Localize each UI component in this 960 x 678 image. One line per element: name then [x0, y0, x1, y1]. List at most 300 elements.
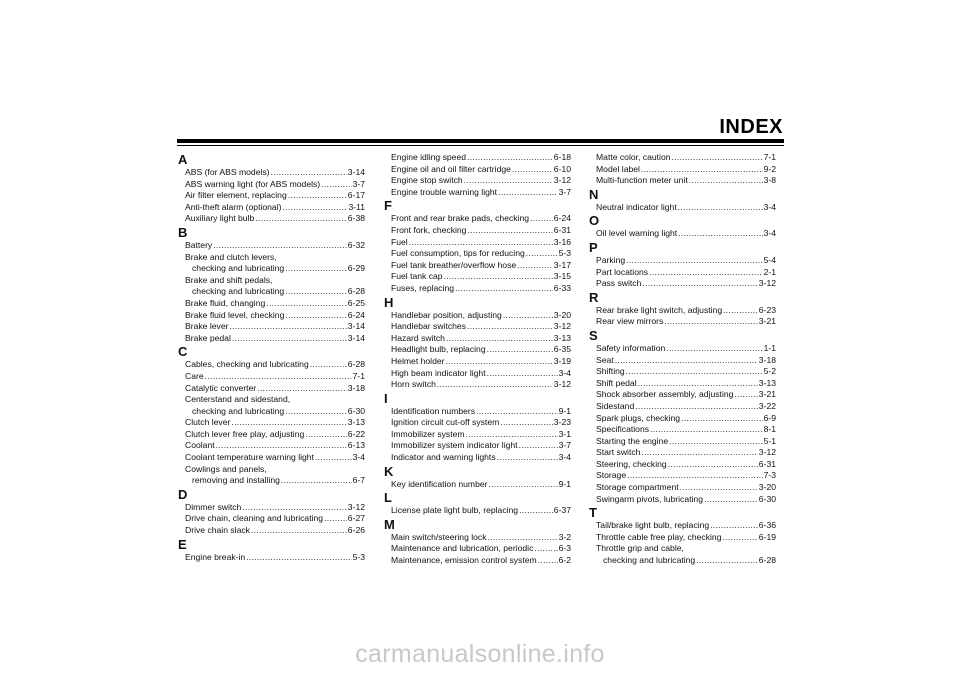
entry-text: Clutch lever free play, adjusting	[185, 428, 305, 439]
entry-page: 3-15	[553, 271, 571, 282]
dot-leader	[519, 505, 553, 517]
entry-text: Storage compartment	[596, 482, 679, 493]
entry-page: 3-17	[553, 259, 571, 270]
entry-text: Handlebar position, adjusting	[391, 309, 502, 320]
entry-text: Fuel consumption, tips for reducing	[391, 248, 525, 259]
dot-leader	[446, 356, 553, 368]
entry-text: Brake pedal	[185, 332, 231, 343]
index-entry	[383, 532, 571, 544]
entry-page: 3-14	[347, 332, 365, 343]
entry-text: Ignition circuit cut-off system	[391, 417, 500, 428]
index-entry	[383, 417, 571, 429]
index-entry	[177, 552, 365, 564]
entry-text: Handlebar switches	[391, 321, 466, 332]
index-entry	[383, 321, 571, 333]
entry-text: Drive chain, cleaning and lubricating	[185, 513, 324, 524]
entry-page: 9-1	[558, 478, 571, 489]
entry-text: High beam indicator light	[391, 367, 486, 378]
entry-page: 3-7	[558, 186, 571, 197]
index-entry	[177, 213, 365, 225]
index-entry	[383, 283, 571, 295]
index-entry	[177, 475, 365, 487]
index-entry	[383, 368, 571, 380]
entry-page: 6-18	[553, 152, 571, 162]
section-letter: R	[589, 289, 599, 305]
dot-leader	[538, 555, 558, 567]
index-entry	[588, 520, 776, 532]
dot-leader	[641, 447, 757, 459]
entry-text: Catalytic converter	[185, 382, 257, 393]
entry-text: Engine oil and oil filter cartridge	[391, 163, 511, 174]
entry-page: 3-22	[758, 400, 776, 411]
index-entry	[588, 355, 776, 367]
index-entry	[588, 436, 776, 448]
index-entry	[177, 275, 365, 287]
entry-text: Headlight bulb, replacing	[391, 344, 486, 355]
entry-text: Shock absorber assembly, adjusting	[596, 389, 734, 400]
entry-text: Storage	[596, 470, 627, 481]
index-column-1	[177, 152, 365, 563]
dot-leader	[734, 389, 757, 401]
dot-leader	[232, 333, 347, 345]
entry-text: Spark plugs, checking	[596, 412, 681, 423]
entry-page: 6-22	[347, 428, 365, 439]
entry-page: 5-1	[763, 435, 776, 446]
section-letter: K	[384, 463, 394, 479]
index-entry	[588, 366, 776, 378]
dot-leader	[649, 267, 763, 279]
dot-leader	[626, 255, 762, 267]
index-entry	[177, 502, 365, 514]
dot-leader	[722, 532, 757, 544]
entry-text: Centerstand and sidestand,	[185, 394, 291, 405]
dot-leader	[266, 298, 347, 310]
index-entry	[588, 267, 776, 279]
dot-leader	[517, 260, 553, 272]
entry-text: Identification numbers	[391, 405, 476, 416]
dot-leader	[497, 452, 558, 464]
dot-leader	[231, 417, 346, 429]
dot-leader	[464, 175, 553, 187]
index-entry	[177, 252, 365, 264]
index-entry	[177, 371, 365, 383]
dot-leader	[246, 552, 351, 564]
section-letter: I	[384, 390, 388, 406]
entry-page: 5-3	[352, 551, 365, 562]
entry-page: 3-12	[553, 379, 571, 390]
index-entry	[383, 505, 571, 517]
entry-text: Multi-function meter unit	[596, 175, 688, 186]
entry-text: Hazard switch	[391, 332, 445, 343]
index-entry	[383, 452, 571, 464]
dot-leader	[476, 406, 558, 418]
dot-leader	[282, 202, 347, 214]
entry-page: 2-1	[763, 266, 776, 277]
index-entry	[383, 310, 571, 322]
dot-leader	[285, 286, 347, 298]
dot-leader	[446, 333, 553, 345]
entry-page: 9-1	[558, 405, 571, 416]
entry-page: 6-38	[347, 213, 365, 224]
entry-text: ABS warning light (for ABS models)	[185, 178, 321, 189]
section-letter: C	[178, 344, 188, 360]
dot-leader	[672, 152, 763, 164]
index-entry	[177, 286, 365, 298]
dot-leader	[664, 316, 757, 328]
entry-page: 3-12	[347, 501, 365, 512]
entry-text: Brake and shift pedals,	[185, 274, 273, 285]
dot-leader	[315, 452, 352, 464]
entry-page: 3-1	[558, 428, 571, 439]
index-entry	[177, 417, 365, 429]
entry-page: 3-2	[558, 531, 571, 542]
dot-leader	[487, 344, 553, 356]
index-entry	[383, 271, 571, 283]
index-entry	[177, 406, 365, 418]
entry-page: 3-13	[758, 377, 776, 388]
entry-text: Dimmer switch	[185, 501, 242, 512]
index-entry	[588, 447, 776, 459]
dot-leader	[638, 378, 758, 390]
entry-text: checking and lubricating	[603, 555, 696, 566]
index-entry	[383, 543, 571, 555]
entry-text: Starting the engine	[596, 435, 669, 446]
entry-page: 9-2	[763, 163, 776, 174]
dot-leader	[455, 283, 553, 295]
dot-leader	[678, 202, 763, 214]
entry-text: Shifting	[596, 366, 625, 377]
entry-text: Throttle cable free play, checking	[596, 531, 722, 542]
entry-page: 6-26	[347, 525, 365, 536]
entry-page: 6-37	[553, 505, 571, 516]
header-rule-thick	[177, 139, 784, 143]
entry-text: Maintenance, emission control system	[391, 555, 537, 566]
entry-text: Immobilizer system	[391, 428, 465, 439]
index-entry	[383, 479, 571, 491]
entry-text: Fuel tank breather/overflow hose	[391, 259, 517, 270]
entry-text: Drive chain slack	[185, 525, 250, 536]
entry-text: Indicator and warning lights	[391, 452, 496, 463]
entry-page: 6-2	[558, 555, 571, 566]
index-entry	[588, 278, 776, 290]
index-entry	[177, 298, 365, 310]
index-entry	[383, 333, 571, 345]
index-entry	[383, 356, 571, 368]
index-entry	[383, 164, 571, 176]
section-letter: F	[384, 198, 392, 214]
entry-page: 3-4	[558, 452, 571, 463]
entry-text: Oil level warning light	[596, 228, 678, 239]
entry-page: 6-24	[347, 309, 365, 320]
entry-text: Fuses, replacing	[391, 282, 455, 293]
index-entry	[588, 305, 776, 317]
section-letter: E	[178, 536, 187, 552]
entry-text: Start switch	[596, 447, 641, 458]
entry-page: 6-27	[347, 513, 365, 524]
section-letter: N	[589, 186, 599, 202]
entry-page: 6-28	[347, 359, 365, 370]
entry-text: Maintenance and lubrication, periodic	[391, 543, 534, 554]
entry-page: 6-13	[347, 440, 365, 451]
entry-text: Neutral indicator light	[596, 201, 677, 212]
entry-page: 6-25	[347, 297, 365, 308]
entry-page: 7-1	[352, 370, 365, 381]
dot-leader	[696, 555, 758, 567]
entry-text: Air filter element, replacing	[185, 190, 287, 201]
dot-leader	[437, 379, 553, 391]
section-letter: O	[589, 213, 600, 229]
entry-page: 6-10	[553, 163, 571, 174]
section-letter: S	[589, 327, 598, 343]
entry-text: Main switch/steering lock	[391, 531, 487, 542]
entry-page: 3-4	[763, 228, 776, 239]
entry-text: Brake lever	[185, 321, 229, 332]
index-entry	[383, 248, 571, 260]
header-rule-thin	[177, 145, 784, 146]
index-entry	[177, 429, 365, 441]
dot-leader	[467, 225, 552, 237]
entry-text: Horn switch	[391, 379, 436, 390]
index-entry	[177, 513, 365, 525]
section-letter: T	[589, 505, 597, 521]
entry-text: Tail/brake light bulb, replacing	[596, 520, 710, 531]
entry-page: 8-1	[763, 424, 776, 435]
dot-leader	[229, 321, 346, 333]
section-letter: P	[589, 239, 598, 255]
entry-page: 3-13	[553, 332, 571, 343]
entry-page: 5-3	[558, 248, 571, 259]
dot-leader	[615, 355, 758, 367]
index-entry	[588, 316, 776, 328]
dot-leader	[498, 187, 558, 199]
dot-leader	[487, 368, 558, 380]
entry-text: Safety information	[596, 342, 666, 353]
index-entry	[383, 213, 571, 225]
dot-leader	[213, 240, 347, 252]
entry-text: Throttle grip and cable,	[596, 543, 684, 554]
dot-leader	[680, 482, 758, 494]
dot-leader	[271, 167, 347, 179]
entry-text: Engine idling speed	[391, 152, 467, 162]
index-entry	[383, 406, 571, 418]
entry-text: Immobilizer system indicator light	[391, 440, 518, 451]
entry-text: Pass switch	[596, 278, 642, 289]
entry-text: Model label	[596, 163, 640, 174]
watermark-text: carmanualsonline.info	[355, 640, 605, 668]
dot-leader	[444, 271, 553, 283]
section-letter: L	[384, 490, 392, 506]
entry-page: 6-35	[553, 344, 571, 355]
index-entry	[383, 260, 571, 272]
index-entry	[588, 555, 776, 567]
entry-text: Brake fluid, changing	[185, 297, 266, 308]
entry-text: Key identification number	[391, 478, 488, 489]
dot-leader	[324, 513, 347, 525]
dot-leader	[285, 263, 347, 275]
entry-text: Fuel tank cap	[391, 271, 443, 282]
dot-leader	[255, 213, 347, 225]
entry-text: Cables, checking and lubricating	[185, 359, 309, 370]
dot-leader	[678, 228, 762, 240]
entry-page: 6-33	[553, 282, 571, 293]
entry-page: 3-16	[553, 236, 571, 247]
index-entry	[177, 167, 365, 179]
dot-leader	[642, 278, 757, 290]
index-entry	[588, 389, 776, 401]
entry-text: Seat	[596, 354, 614, 365]
dot-leader	[310, 359, 347, 371]
entry-page: 6-30	[758, 493, 776, 504]
entry-page: 3-11	[348, 201, 365, 212]
index-entry	[588, 401, 776, 413]
index-entry	[383, 555, 571, 567]
dot-leader	[627, 470, 762, 482]
dot-leader	[626, 366, 763, 378]
section-letter: M	[384, 516, 395, 532]
index-entry	[588, 175, 776, 187]
entry-page: 6-29	[347, 263, 365, 274]
entry-text: checking and lubricating	[192, 286, 285, 297]
index-entry	[177, 321, 365, 333]
entry-page: 3-4	[558, 367, 571, 378]
index-entry	[177, 333, 365, 345]
index-column-3	[588, 152, 776, 567]
index-entry	[177, 202, 365, 214]
dot-leader	[467, 152, 553, 164]
entry-text: Coolant temperature warning light	[185, 452, 314, 463]
section-letter: B	[178, 224, 188, 240]
index-entry	[588, 343, 776, 355]
dot-leader	[216, 440, 347, 452]
entry-text: ABS (for ABS models)	[185, 167, 270, 177]
entry-page: 6-31	[553, 224, 571, 235]
entry-page: 3-4	[352, 452, 365, 463]
entry-text: Clutch lever	[185, 417, 231, 428]
entry-text: Steering, checking	[596, 458, 667, 469]
dot-leader	[285, 406, 347, 418]
section-letter: H	[384, 294, 394, 310]
entry-page: 7-1	[763, 152, 776, 162]
dot-leader	[488, 532, 558, 544]
dot-leader	[710, 520, 758, 532]
dot-leader	[285, 310, 346, 322]
index-entry	[177, 440, 365, 452]
entry-page: 3-12	[758, 278, 776, 289]
dot-leader	[288, 190, 347, 202]
entry-text: Swingarm pivots, lubricating	[596, 493, 703, 504]
index-entry	[383, 440, 571, 452]
entry-text: Coolant	[185, 440, 215, 451]
index-entry	[177, 383, 365, 395]
index-entry	[588, 494, 776, 506]
index-entry	[177, 310, 365, 322]
entry-text: Engine trouble warning light	[391, 186, 498, 197]
entry-page: 3-12	[553, 321, 571, 332]
index-entry	[177, 190, 365, 202]
index-entry	[383, 152, 571, 164]
dot-leader	[242, 502, 346, 514]
entry-page: 7-3	[763, 470, 776, 481]
entry-text: Matte color, caution	[596, 152, 671, 162]
index-entry	[588, 459, 776, 471]
index-entry	[383, 225, 571, 237]
dot-leader	[526, 248, 558, 260]
dot-leader	[467, 321, 553, 333]
entry-page: 6-7	[352, 475, 365, 486]
entry-page: 6-9	[763, 412, 776, 423]
entry-text: Part locations	[596, 266, 649, 277]
dot-leader	[530, 213, 553, 225]
dot-leader	[669, 436, 762, 448]
entry-page: 6-36	[758, 520, 776, 531]
entry-page: 3-21	[758, 389, 776, 400]
entry-page: 3-14	[347, 167, 365, 177]
dot-leader	[305, 429, 347, 441]
entry-text: checking and lubricating	[192, 263, 285, 274]
entry-page: 6-28	[758, 555, 776, 566]
entry-page: 3-8	[763, 175, 776, 186]
section-letter: D	[178, 486, 188, 502]
entry-page: 6-23	[758, 304, 776, 315]
entry-page: 3-7	[352, 178, 365, 189]
index-entry	[588, 255, 776, 267]
entry-text: Brake and clutch levers,	[185, 251, 277, 262]
index-entry	[588, 532, 776, 544]
entry-page: 6-24	[553, 213, 571, 224]
index-entry	[588, 470, 776, 482]
entry-page: 6-31	[758, 458, 776, 469]
entry-text: Rear brake light switch, adjusting	[596, 304, 723, 315]
dot-leader	[668, 459, 758, 471]
dot-leader	[205, 371, 352, 383]
index-entry	[177, 452, 365, 464]
index-column-2	[383, 152, 571, 567]
dot-leader	[409, 237, 553, 249]
entry-text: Front fork, checking	[391, 224, 467, 235]
entry-page: 3-20	[553, 309, 571, 320]
entry-text: License plate light bulb, replacing	[391, 505, 519, 516]
index-entry	[177, 263, 365, 275]
entry-page: 6-32	[347, 239, 365, 250]
entry-text: Sidestand	[596, 400, 635, 411]
entry-text: Specifications	[596, 424, 650, 435]
index-entry	[177, 525, 365, 537]
index-entry	[588, 424, 776, 436]
entry-page: 6-19	[758, 531, 776, 542]
entry-text: Fuel	[391, 236, 408, 247]
entry-page: 6-17	[347, 190, 365, 201]
entry-text: Battery	[185, 239, 213, 250]
entry-page: 6-28	[347, 286, 365, 297]
dot-leader	[321, 179, 351, 191]
dot-leader	[489, 479, 558, 491]
dot-leader	[666, 343, 762, 355]
entry-page: 3-19	[553, 355, 571, 366]
index-entry	[383, 429, 571, 441]
dot-leader	[650, 424, 763, 436]
entry-page: 3-4	[763, 201, 776, 212]
dot-leader	[534, 543, 557, 555]
index-entry	[383, 237, 571, 249]
index-entry	[177, 394, 365, 406]
entry-text: Parking	[596, 254, 626, 265]
entry-page: 6-30	[347, 405, 365, 416]
index-entry	[588, 228, 776, 240]
entry-text: Rear view mirrors	[596, 316, 664, 327]
index-entry	[588, 413, 776, 425]
index-entry	[177, 359, 365, 371]
index-entry	[177, 240, 365, 252]
